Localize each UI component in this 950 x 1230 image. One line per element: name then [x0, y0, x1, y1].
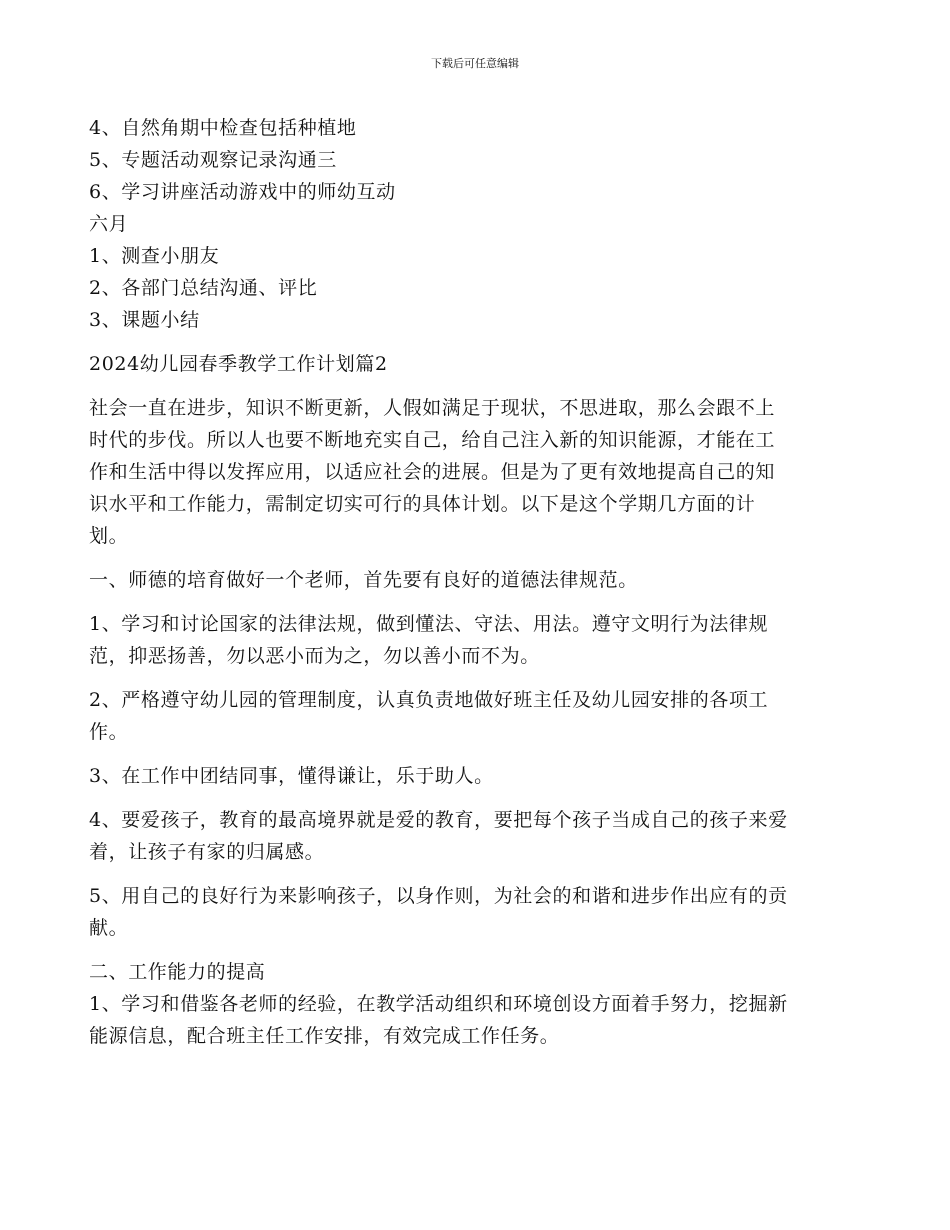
paragraph-line: 着，让孩子有家的归属感。 — [89, 841, 325, 863]
document-body — [89, 112, 869, 1052]
paragraph-line: 1、学习和讨论国家的法律法规，做到懂法、守法、用法。遵守文明行为法律规 — [89, 613, 769, 635]
heading-two-block — [89, 956, 869, 1052]
list-item: 1、测查小朋友 — [89, 245, 220, 267]
heading-one — [89, 564, 869, 596]
item-2 — [89, 684, 869, 748]
paragraph-line: 社会一直在进步，知识不断更新，人假如满足于现状，不思进取，那么会跟不上 — [89, 397, 776, 419]
page-header-note: 下载后可任意编辑 — [431, 57, 519, 70]
list-item: 5、专题活动观察记录沟通三 — [89, 149, 337, 171]
schedule-list — [89, 112, 869, 336]
paragraph-line: 能源信息，配合班主任工作安排，有效完成工作任务。 — [89, 1025, 560, 1047]
paragraph-line: 3、在工作中团结同事，懂得谦让，乐于助人。 — [89, 765, 494, 787]
section-title-text: 2024幼儿园春季教学工作计划篇2 — [89, 353, 388, 375]
list-item: 6、学习讲座活动游戏中的师幼互动 — [89, 181, 396, 203]
item-3 — [89, 760, 869, 792]
intro-paragraph — [89, 392, 869, 552]
month-heading: 六月 — [89, 213, 129, 235]
paragraph-line: 2、严格遵守幼儿园的管理制度，认真负责地做好班主任及幼儿园安排的各项工 — [89, 689, 769, 711]
paragraph-line: 献。 — [89, 917, 129, 939]
paragraph-line: 1、学习和借鉴各老师的经验，在教学活动组织和环境创设方面着手努力，挖掘新 — [89, 993, 788, 1015]
heading-two-text: 二、工作能力的提高 — [89, 961, 266, 983]
section-title — [89, 348, 869, 380]
list-item: 2、各部门总结沟通、评比 — [89, 277, 318, 299]
item-4 — [89, 804, 869, 868]
list-item: 4、自然角期中检查包括种植地 — [89, 117, 357, 139]
paragraph-line: 时代的步伐。所以人也要不断地充实自己，给自己注入新的知识能源，才能在工 — [89, 429, 776, 451]
paragraph-line: 4、要爱孩子，教育的最高境界就是爱的教育，要把每个孩子当成自己的孩子来爱 — [89, 809, 788, 831]
paragraph-line: 划。 — [89, 525, 129, 547]
paragraph-line: 作和生活中得以发挥应用，以适应社会的进展。但是为了更有效地提高自己的知 — [89, 461, 776, 483]
paragraph-line: 5、用自己的良好行为来影响孩子，以身作则，为社会的和谐和进步作出应有的贡 — [89, 885, 788, 907]
item-5 — [89, 880, 869, 944]
heading-one-text: 一、师德的培育做好一个老师，首先要有良好的道德法律规范。 — [89, 569, 638, 591]
list-item: 3、课题小结 — [89, 309, 200, 331]
paragraph-line: 作。 — [89, 721, 129, 743]
paragraph-line: 范，抑恶扬善，勿以恶小而为之，勿以善小而不为。 — [89, 645, 540, 667]
item-1 — [89, 608, 869, 672]
paragraph-line: 识水平和工作能力，需制定切实可行的具体计划。以下是这个学期几方面的计 — [89, 493, 756, 515]
